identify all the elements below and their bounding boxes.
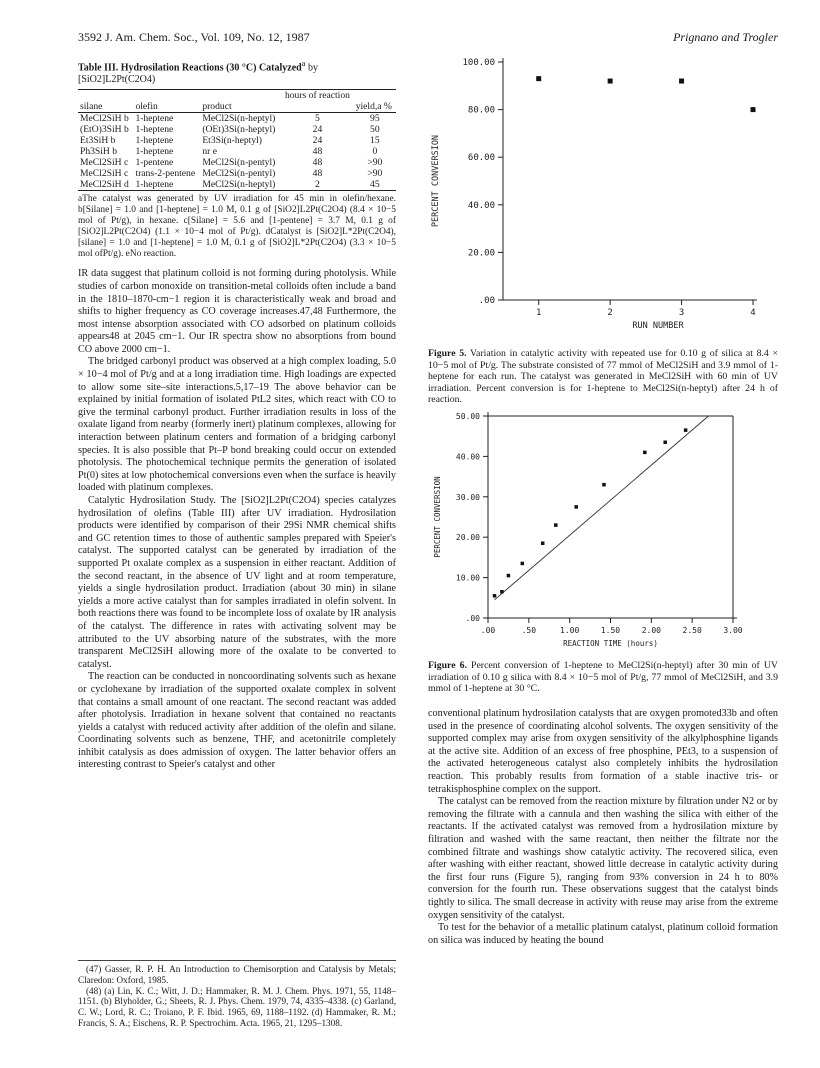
paragraph: IR data suggest that platinum colloid is not forming during photolysis. While studies of carbon monoxide on transition-metal colloids often include a band in the 1810–1870-cm−1 region it is characteristically weak and broad and shifts to higher frequency as CO coverage increases.47,48 Furthermore, the most intense absorption associated with CO adsorbed on platinum colloids appears48 at 2045 cm−1. Our IR spectra show no absorptions from bound CO above 2000 cm−1. [78,268,396,355]
data-point [679,79,684,84]
right-body-text [428,708,778,947]
x-axis-label: REACTION TIME (hours) [563,639,658,648]
data-point [536,76,541,81]
references [78,960,396,1029]
table-cell: MeCl2Si(n-heptyl) [200,179,281,191]
table-row [78,135,396,146]
figure-5-chart [428,52,778,342]
table-cell: MeCl2SiH c [80,157,129,169]
data-point [554,523,558,527]
y-tick-label: 40.00 [467,200,495,211]
table-cell: MeCl2Si(n-pentyl) [202,157,276,169]
table-cell: 2 [281,179,353,191]
running-header-left: 3592 J. Am. Chem. Soc., Vol. 109, No. 12, 1987 [78,30,310,44]
table-row [78,168,396,179]
x-tick-label: 3 [678,308,685,318]
table-cell: 48 [312,146,323,158]
table-cell: 45 [354,179,396,191]
data-point [751,107,756,112]
paragraph: Catalytic Hydrosilation Study. The [SiO2]L2Pt(C2O4) species catalyzes hydrosilation of olefins (Table III) after UV irradiation. Hydrosilation products were identified by comparison of their 29Si NMR chemical shifts and GC retention times to those of authentic samples prepared with Speier's catalyst. The supported catalyst can be generated by irradiation of the supported Pt oxalate complex as a suspension in either reactant. Addition of the second reactant, in the absence of UV light and at room temperature, yields a single hydrosilation product. Irradiation (about 30 min) in silane yields a more active catalyst than for samples irradiated in olefin solvent. In both reactions there was found to be incomplete loss of oxalate by IR analysis of the catalyst. The difference in rates with activating solvent may be attributed to the UV absorbing nature of the substrates, with the more transparent MeCl2SiH allowing more of the oxalate to be converted to catalyst. [78,495,396,670]
y-tick-label: 50.00 [455,412,480,421]
left-column [78,58,396,772]
reference-48: (48) (a) Lin, K. C.; Witt, J. D.; Hammaker, R. M. J. Chem. Phys. 1971, 55, 1148–1151. (b) Blyholder, G.; Sheets, R. J. Phys. Chem. 1979, 74, 4335–4338. (c) Garland, C. W.; Lord, R. C.; Troiano, P. F. Ibid. 1965, 69, 1188–1192. (d) Hammaker, R. M.; Francis, S. A.; Eischens, R. P. Spectrochim. Acta. 1965, 21, 1295–1308. [78,985,396,1028]
x-tick-label: 1 [536,308,542,318]
table-cell: 48 [312,168,323,180]
table-3 [78,89,396,191]
data-point [493,594,497,598]
table-cell: 1-heptene [133,179,200,191]
paragraph: To test for the behavior of a metallic platinum catalyst, platinum colloid formation on silica was induced by heating the bound [428,922,778,946]
running-header-right: Prignano and Trogler [673,30,778,44]
table-cell: 24 [312,135,323,147]
y-tick-label: 60.00 [467,153,495,164]
table-cell: Ph3SiH b [80,146,118,158]
table-cell: MeCl2SiH b [80,113,129,125]
data-point [663,441,667,445]
table-cell: >90 [367,157,383,169]
y-tick-label: 20.00 [467,248,495,259]
paragraph: conventional platinum hydrosilation catalysts that are oxygen promoted33b and often used in the presence of coordinating alcohol solvents. The oxygen sensitivity of the supported complex may arise from oxygen sensitivity of the alkylphosphine ligands at the active site. Addition of an excess of free phosphine, PEt3, to a suspension of the activated heterogeneous catalyst also completely inhibits the hydrosilation reaction. This probably results from formation of a stable inactive tris- or tetrakisphosphine complex on the support. [428,708,778,795]
table-row [78,146,396,157]
figure-6-chart [428,408,778,656]
col-header-product: product [200,101,281,113]
figure-6-caption: Figure 6. Percent conversion of 1-heptene to MeCl2Si(n-heptyl) after 30 min of UV irradiation of 0.10 g silica with 8.4 × 10−5 mol of Pt/g, 77 mmol of MeCl2SiH, and 3.9 mmol of 1-heptene at 30 °C. [428,660,778,695]
y-tick-label: 10.00 [455,573,480,583]
table-3-footnote: aThe catalyst was generated by UV irradiation for 45 min in olefin/hexane. b[Silane] = 1.0 and [1-heptene] = 1.0 M, 0.1 g of [SiO2]L2Pt(C2O4) (8.4 × 10−5 mol of Pt/g), in hexane. c[Silane] = 5.6 and [1-pentene] = 3.7 M, 0.1 g of [SiO2]L2Pt(C2O4) (1.1 × 10−4 mol of Pt/g). dCatalyst is [SiO2]L*2Pt(C2O4), [silane] = 1.0 and [1-heptene] = 1.0 M, 0.1 g of [SiO2]L*2Pt(C2O4) (3.3 × 10−5 mol ofPt/g). eNo reaction. [78,194,396,260]
data-point [643,451,647,455]
paragraph: The bridged carbonyl product was observed at a high complex loading, 5.0 × 10−4 mol of Pt/g and at a long irradiation time. High loadings are expected to allow some site–site interactions.5,17–19 The above behavior can be explained by initial formation of isolated PtL2 sites, which react with CO to give the terminal carbonyl product. Further irradiation results in loss of the oxalate ligand from nearby (formerly inert) platinum complexes, allowing for interaction between platinum centers and formation of a bridging carbonyl species. It is also possible that Pt–P bond breaking could occur on extended photolysis. The photochemical technique permits the generation of isolated Pt(0) sites at low photochemical conversions even when the surface is heavily loaded with platinum complexes. [78,356,396,494]
reference-47: (47) Gasser, R. P. H. An Introduction to Chemisorption and Catalysis by Metals; Claredon: Oxford, 1985. [78,964,396,985]
table-cell: MeCl2Si(n-heptyl) [202,113,276,125]
paragraph: The reaction can be conducted in noncoordinating solvents such as hexane or cyclohexane by irradiation of the supported oxalate complex in solvent that contains a small amount of one reactant. The second reactant was added after photolysis. Irradiation in hexane solvent that contained no reactants yields a catalyst with reduced activity after addition of the olefin and silane. Coordinating solvents such as benzene, THF, and acetonitrile completely inhibit catalysis as does admission of oxygen. The latter behavior offers an interesting contrast to Speier's catalyst and other [78,671,396,771]
table-cell: 1-pentene [135,157,174,169]
x-tick-label: .00 [480,626,496,635]
table-3-title: Table III. Hydrosilation Reactions (30 °C) Catalyzed$^a$ by [SiO2]L2Pt(C2O4) [78,59,318,86]
table-row [78,113,396,125]
table-cell: 0 [372,146,378,158]
table-cell: trans-2-pentene [135,168,196,180]
y-tick-label: .00 [465,614,480,623]
table-cell: (OEt)3Si(n-heptyl) [202,124,276,136]
y-axis-label: PERCENT CONVERSION [433,476,442,558]
data-point [574,505,578,509]
y-tick-label: .00 [478,296,495,306]
table-cell: MeCl2SiH c [80,168,129,180]
x-tick-label: 4 [750,308,756,318]
table-cell: (EtO)3SiH b [80,124,129,136]
x-tick-label: 2 [607,308,613,318]
table-cell: >90 [367,168,383,180]
x-axis-label: RUN NUMBER [632,321,684,331]
table-cell: 1-heptene [135,146,174,158]
table-cell: 5 [315,113,320,125]
x-tick-label: .50 [521,626,537,635]
col-header-hours: hours of reaction [281,90,353,102]
data-point [541,542,545,546]
x-tick-label: 2.00 [641,626,661,635]
data-point [602,483,606,487]
table-cell: MeCl2Si(n-pentyl) [202,168,276,180]
fit-line [495,416,709,600]
y-axis-label: PERCENT CONVERSION [431,134,441,228]
table-row [78,157,396,168]
x-tick-label: 1.50 [600,626,621,635]
data-point [507,574,511,578]
table-cell: 95 [370,113,380,125]
data-point [500,590,504,594]
table-row [78,179,396,191]
table-cell: 1-heptene [135,135,174,147]
left-body-text [78,268,396,772]
col-header-silane: silane [78,101,133,113]
table-cell: MeCl2SiH d [78,179,133,191]
y-tick-label: 40.00 [455,452,480,462]
x-tick-label: 2.50 [682,626,702,635]
table-cell: 50 [370,124,380,136]
data-point [684,428,688,432]
col-header-yield: yield,a % [354,101,396,113]
x-tick-label: 1.00 [560,626,580,635]
y-tick-label: 80.00 [467,105,495,116]
table-cell: 15 [370,135,380,147]
col-header-olefin: olefin [133,101,200,113]
y-tick-label: 20.00 [455,533,480,543]
table-cell: 48 [312,157,323,169]
table-cell: Et3Si(n-heptyl) [202,135,262,147]
figure-5-caption: Figure 5. Variation in catalytic activity with repeated use for 0.10 g of silica at 8.4 × 10−5 mol of Pt/g. The substrate consisted of 77 mmol of MeCl2SiH and 3.9 mmol of 1-heptene for each run. The catalyst was generated in MeCl2SiH with 60 min of UV irradiation. Percent conversion is for 1-heptene to MeCl2Si(n-heptyl) after 24 h of reaction. [428,348,778,406]
table-cell: nr e [202,146,217,158]
data-point [521,562,525,566]
table-cell: Et3SiH b [80,135,116,147]
table-cell: 24 [312,124,323,136]
table-cell: 1-heptene [135,124,174,136]
table-cell: 1-heptene [135,113,174,125]
y-tick-label: 30.00 [455,492,480,502]
y-tick-label: 100.00 [462,58,495,68]
data-point [608,79,613,84]
paragraph: The catalyst can be removed from the reaction mixture by filtration under N2 or by removing the filtrate with a cannula and then washing the silica with either of the reactants. If the activated catalyst was removed from a hydrosilation mixture by filtration and washed with the same reactant, then neither the filtrate nor the combined filtrate and washings show catalytic activity. The recovered silica, even after washing with either reactant, showed little decrease in catalytic activity during the first four runs (Figure 5), ranging from 93% conversion in 24 h to 80% conversion for the fourth run. These observations suggest that the catalyst binds tightly to silica. The small decrease in activity with reuse may arise from the extreme oxygen sensitivity of the catalyst. [428,796,778,921]
x-tick-label: 3.00 [723,626,743,635]
table-row [78,124,396,135]
